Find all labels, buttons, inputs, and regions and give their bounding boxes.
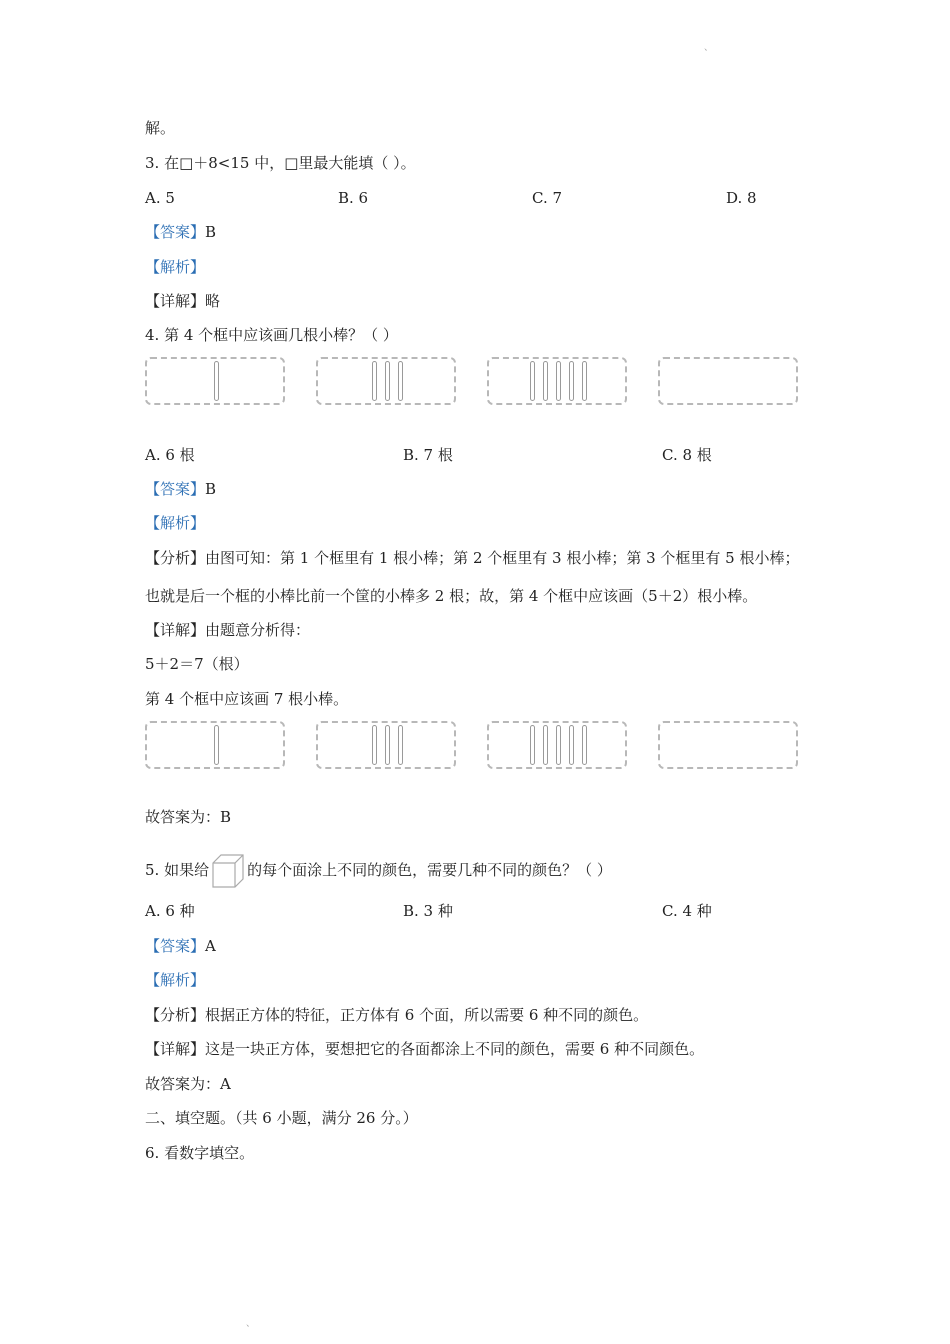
stick-box-3 [487,357,627,405]
fenxi-text: 根据正方体的特征，正方体有 6 个面，所以需要 6 种不同的颜色。 [205,1006,649,1024]
stick [398,725,403,765]
stick [214,725,219,765]
fenxi-text: 由图可知：第 1 个框里有 1 根小棒；第 2 个框里有 3 根小棒；第 3 个框里有 5 根小棒； [205,549,800,567]
header-mark: 、 [704,43,714,53]
stick [582,361,587,401]
detail-text: 由题意分析得： [205,621,311,639]
q5-stem [145,853,612,889]
detail-tag: 【详解】 [145,621,206,639]
section-2-heading: 二、填空题。（共 6 小题，满分 26 分。） [145,1109,418,1127]
q5-option-a: A. 6 种 [145,902,195,920]
answer-value: B [205,480,217,498]
q4-result: 第 4 个框中应该画 7 根小棒。 [145,690,349,708]
q3-stem: 3. 在□＋8<15 中，□里最大能填（ ）。 [145,154,416,172]
analysis-tag: 【解析】 [145,258,206,276]
fenxi-tag: 【分析】 [145,549,206,567]
q5-detail [145,1039,704,1059]
q5-final: 故答案为：A [145,1075,231,1093]
stick [543,361,548,401]
stick [385,725,390,765]
answer-tag: 【答案】 [145,223,206,241]
answer-value: B [205,223,217,241]
stick [530,361,535,401]
stick [372,725,377,765]
q4-calc: 5＋2＝7（根） [145,655,249,673]
stick [556,725,561,765]
stick [530,725,535,765]
cube-icon [211,853,245,889]
stick-box-3 [487,721,627,769]
q3-option-c: C. 7 [532,189,563,207]
q4-detail [145,620,310,640]
q5-analysis [145,970,205,990]
stick [543,725,548,765]
q5-option-b: B. 3 种 [403,902,453,920]
detail-text: 这是一块正方体，要想把它的各面都涂上不同的颜色，需要 6 种不同颜色。 [205,1040,705,1058]
q4-answer [145,479,216,499]
answer-tag: 【答案】 [145,937,206,955]
q3-option-a: A. 5 [145,189,175,207]
detail-text: 略 [205,292,221,310]
detail-tag: 【详解】 [145,1040,206,1058]
q4-stem: 4. 第 4 个框中应该画几根小棒？（ ） [145,326,398,344]
stick [569,725,574,765]
stick-box-2 [316,721,456,769]
line-jie: 解。 [145,119,176,137]
stick-box-2 [316,357,456,405]
stick [556,361,561,401]
q5-stem-post: 的每个面涂上不同的颜色，需要几种不同的颜色？（ ） [247,861,612,879]
q3-option-b: B. 6 [338,189,369,207]
q6-stem: 6. 看数字填空。 [145,1144,255,1162]
analysis-tag: 【解析】 [145,971,206,989]
answer-value: A [205,937,216,955]
q3-detail [145,291,220,311]
q4-option-c: C. 8 根 [662,446,712,464]
q5-stem-pre: 5. 如果给 [145,861,210,879]
q5-fenxi [145,1005,648,1025]
q3-analysis [145,257,205,277]
q3-answer [145,222,216,242]
q4-analysis [145,513,205,533]
stick [569,361,574,401]
stick-box-1 [145,721,285,769]
stick [398,361,403,401]
stick [385,361,390,401]
fenxi-tag: 【分析】 [145,1006,206,1024]
q4-fenxi [145,548,800,568]
detail-tag: 【详解】 [145,292,206,310]
q4-option-b: B. 7 根 [403,446,453,464]
q3-option-d: D. 8 [726,189,757,207]
analysis-tag: 【解析】 [145,514,206,532]
q5-option-c: C. 4 种 [662,902,712,920]
stick-box-4 [658,721,798,769]
stick [372,361,377,401]
footer-mark: 、 [246,1319,256,1329]
q4-option-a: A. 6 根 [145,446,195,464]
q5-answer [145,936,216,956]
stick-box-4 [658,357,798,405]
answer-tag: 【答案】 [145,480,206,498]
stick-box-1 [145,357,285,405]
stick [214,361,219,401]
q4-final: 故答案为：B [145,808,232,826]
stick [582,725,587,765]
q4-fenxi-2: 也就是后一个框的小棒比前一个筐的小棒多 2 根；故，第 4 个框中应该画（5＋2）根小棒。 [145,587,758,605]
